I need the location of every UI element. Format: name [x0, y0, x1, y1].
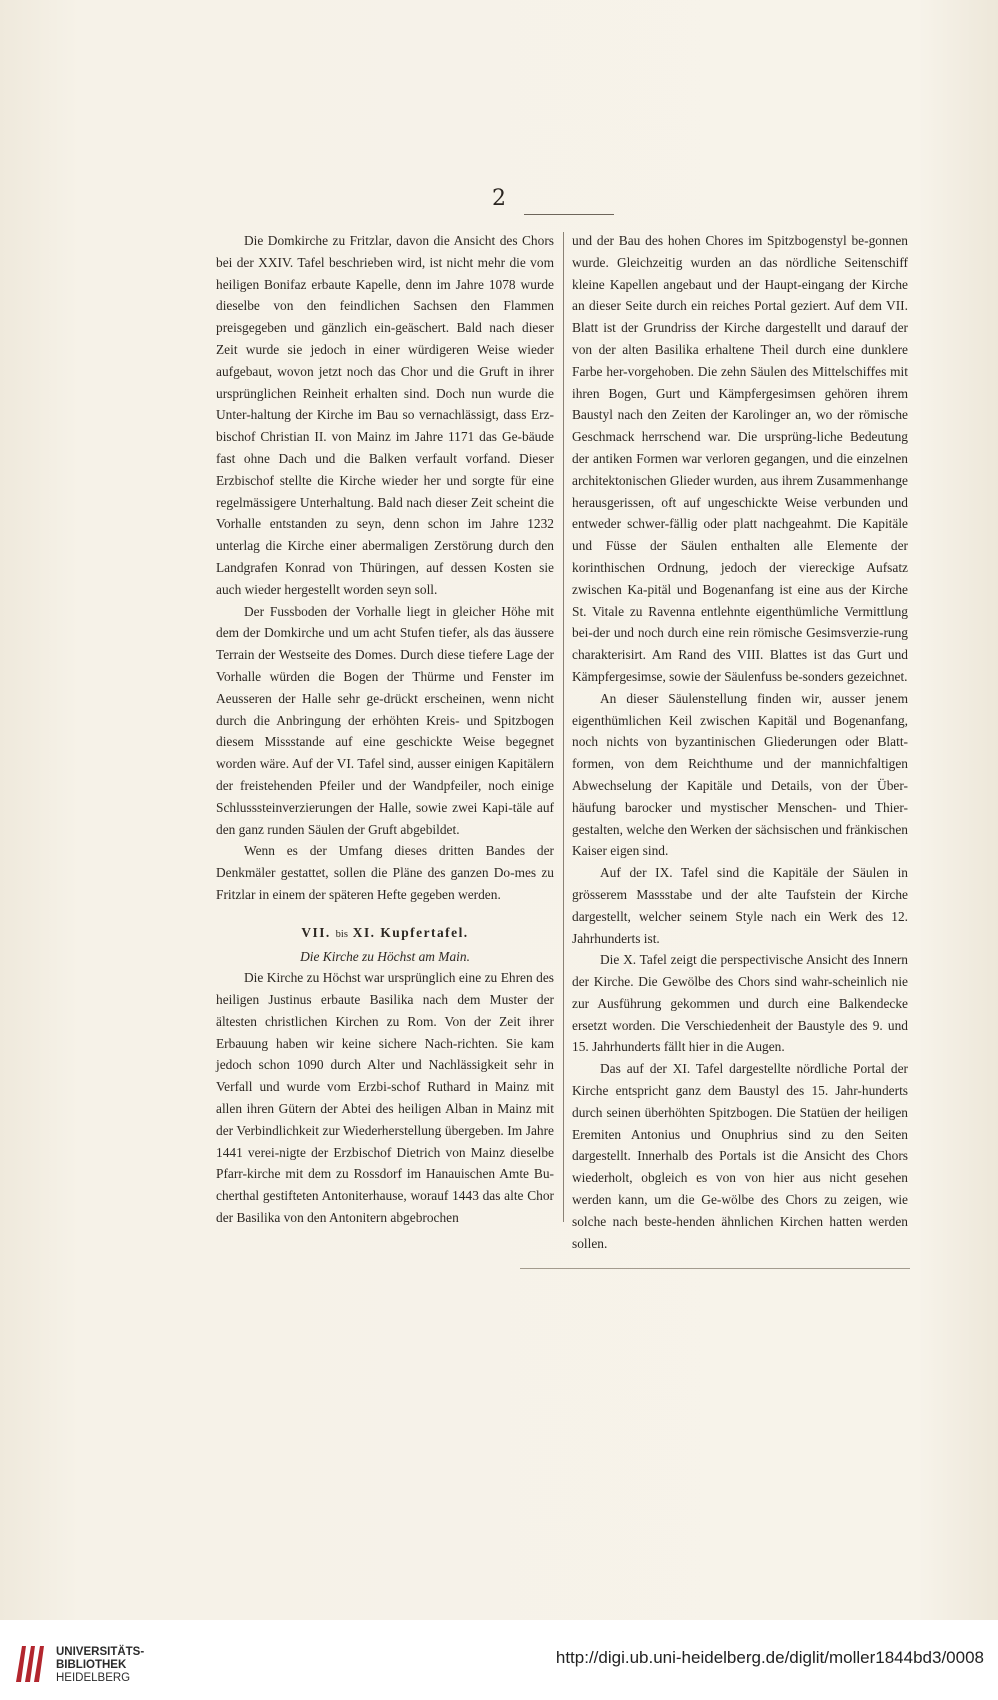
paragraph: und der Bau des hohen Chores im Spitzbogenstyl be-gonnen wurde. Gleichzeitig wurden an das nördliche Seitenschiff kleine Kapellen angebaut und der Haupt-eingang der Kirche an dieser Seite durch ein reiches Portal geziert. Auf dem VII. Blatt ist der Grundriss der Kirche dargestellt und darauf der von der alten Basilika erhaltene Theil durch eine dunklere Farbe her-vorgehoben. Die zehn Säulen des Mittelschiffes mit ihren Bogen, Gurt und Kämpfergesimsen gehören ihrem Baustyl nach den Zeiten der Karolinger an, wo der römische Geschmack herrschend war. Die ursprüng-liche Bedeutung der antiken Formen war verloren gegangen, und die einzelnen architektonischen Glieder wurden, aus ihrem Zusammenhange herausgerissen, oft auf ungeschickte Weise verbunden und entweder schwer-fällig oder platt nachgeahmt. Die Kapitäle und Füsse der Säulen enthalten alle Elemente der korinthischen Ordnung, jedoch der viereckige Aufsatz zwischen Ka-pitäl und Bogenanfang ist eine aus der Kirche St. Vitale zu Ravenna entlehnte eigenthümliche Vermittlung bei-der und noch durch eine rein römische Gesimsverzie-rung charakterisirt. Am Rand des VIII. Blattes ist das Gurt und Kämpfergesimse, sowie der Säulenfuss be-sonders gezeichnet. [572, 233, 908, 684]
logo-line: UNIVERSITÄTS- [56, 1646, 145, 1658]
paragraph: Wenn es der Umfang dieses dritten Bandes der Denkmäler gestattet, sollen die Pläne des ganzen Do-mes zu Fritzlar in einem der späteren Hefte gegeben werden. [216, 843, 554, 902]
footer-rule [520, 1268, 910, 1269]
library-logo-icon [12, 1642, 46, 1686]
section-heading [216, 922, 554, 946]
paragraph: Auf der IX. Tafel sind die Kapitäle der Säulen in grösserem Massstabe und der alte Taufstein der Kirche dargestellt, welcher seinem Style nach ein Werk des 12. Jahrhunderts ist. [572, 865, 908, 946]
column-divider [563, 232, 564, 1222]
section-heading-small: bis [335, 928, 348, 940]
header-rule [524, 214, 614, 215]
section-subtitle: Die Kirche zu Höchst am Main. [300, 948, 470, 964]
library-logo-text [56, 1646, 144, 1685]
page-number: 2 [492, 186, 506, 211]
section-heading-main-a: VII. [301, 924, 331, 940]
source-url-link[interactable]: http://digi.ub.uni-heidelberg.de/diglit/moller1844bd3/0008 [555, 1648, 984, 1667]
paragraph: Der Fussboden der Vorhalle liegt in gleicher Höhe mit dem der Domkirche und um acht Stufen tiefer, als das äussere Terrain der Westseite des Domes. Durch diese tiefere Lage der Vorhalle würden die Bogen der Thürme und Fenster im Aeusseren der Halle sehr ge-drückt erscheinen, wenn nicht durch die Anbringung der erhöhten Kreis- und Spitzbogen diesem Missstande auf eine geschickte Weise begegnet worden wäre. Auf der VI. Tafel sind, ausser einigen Kapitälern der freistehenden Pfeiler und der Wandpfeiler, noch einige Schlusssteinverzierungen der Halle, sowie zwei Kapi-täle auf den ganz runden Säulen der Gruft abgebildet. [216, 603, 554, 837]
paragraph: Das auf der XI. Tafel dargestellte nördliche Portal der Kirche entspricht ganz dem Baustyl des 15. Jahr-hunderts durch seinen überhöhten Spitzbogen. Die Statüen der heiligen Eremiten Antonius und Onuphrius sind zu den Seiten dargestellt. Innerhalb des Portals ist die Ansicht des Chors wiederholt, obgleich es von von hier aus nicht gesehen werden kann, um die Ge-wölbe des Chors zu zeigen, wie solche nach beste-henden ähnlichen Kirchen hatten werden sollen. [572, 1061, 908, 1251]
left-column [216, 230, 554, 1229]
paragraph: An dieser Säulenstellung finden wir, ausser jenem eigenthümlichen Keil zwischen Kapitäl und Bogenanfang, noch nichts von byzantinischen Gliederungen oder Blatt-formen, von dem Reichthume und der mannichfaltigen Abwechselung der Kapitäle und Details, von der Über-häufung barocker und mystischer Menschen- und Thier-gestalten, welche den Werken der sächsischen und fränkischen Kaiser eigen sind. [572, 690, 908, 859]
paragraph: Die Domkirche zu Fritzlar, davon die Ansicht des Chors bei der XXIV. Tafel beschrieben wird, ist nicht mehr die vom heiligen Bonifaz erbaute Kapelle, denn im Jahre 1078 wurde dieselbe von den feindlichen Sachsen den Flammen preisgegeben und gänzlich ein-geäschert. Bald nach dieser Zeit wurde sie jedoch in einer würdigeren Weise wieder aufgebaut, wovon jetzt noch das Chor und die Gruft in ihrer ursprünglichen Reinheit erhalten sind. Doch nun wurde die Unter-haltung der Kirche im Bau so vernachlässigt, dass Erz-bischof Christian II. von Mainz im Jahre 1171 das Ge-bäude fast ohne Dach und die Balken verfault vorfand. Dieser Erzbischof stellte die Kirche wieder her und sorgte für eine regelmässigere Unterhaltung. Bald nach dieser Zeit scheint die Vorhalle entstanden zu seyn, denn schon im Jahre 1232 unterlag die Kirche einer abermaligen Zerstörung durch den Landgrafen Konrad von Thüringen, auf dessen Kosten sie auch wieder hergestellt worden seyn soll. [216, 233, 554, 597]
logo-line: BIBLIOTHEK [56, 1659, 127, 1671]
logo-line: HEIDELBERG [56, 1672, 131, 1684]
right-column [572, 230, 908, 1254]
section-heading-main-b: XI. Kupfertafel. [352, 924, 469, 940]
viewer-footer [0, 1620, 998, 1700]
paragraph: Die X. Tafel zeigt die perspectivische Ansicht des Innern der Kirche. Die Gewölbe des Chors sind wahr-scheinlich nie zur Ausführung gekommen und durch eine Balkendecke ersetzt worden. Die Verschiedenheit der Baustyle des 9. und 15. Jahrhunderts fällt hier in die Augen. [572, 952, 908, 1055]
paragraph: Die Kirche zu Höchst war ursprünglich eine zu Ehren des heiligen Justinus erbaute Basilika nach dem Muster der ältesten christlichen Kirchen zu Rom. Von der Zeit ihrer Erbauung haben wir keine sichere Nach-richten. Sie kam jedoch schon 1090 durch Alter und Nachlässigkeit sehr in Verfall und wurde vom Erzbi-schof Ruthard in Mainz mit allen ihren Gütern der Abtei des heiligen Alban in Mainz mit der Verbindlichkeit zur Wiederherstellung übergeben. Im Jahre 1441 verei-nigte der Erzbischof Dietrich von Mainz dieselbe Pfarr-kirche mit dem zu Rossdorf im Hanauischen Amte Bu-cherthal gestifteten Antoniterhause, worauf 1443 das alte Chor der Basilika von den Antonitern abgebrochen [216, 970, 554, 1226]
